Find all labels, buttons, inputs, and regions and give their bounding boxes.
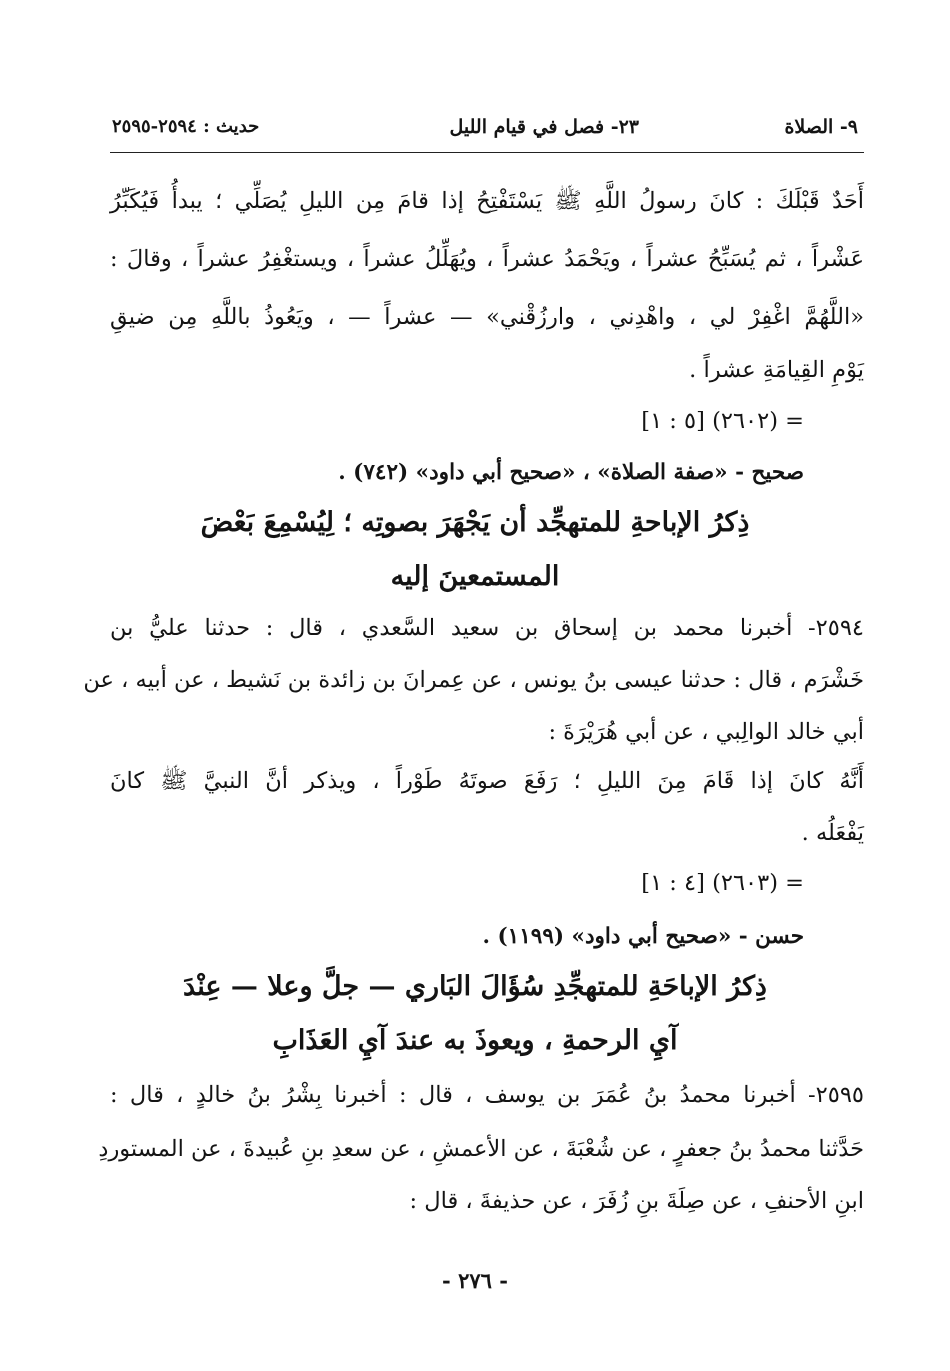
header-chapter: ٩- الصلاة bbox=[784, 116, 858, 138]
chapter-heading: المستمعينَ إليه bbox=[390, 561, 560, 592]
chapter-heading: آيِ الرحمةِ ، ويعوذَ به عندَ آيِ العَذَابِ bbox=[272, 1025, 678, 1056]
isnad-line: خَشْرَم ، قال : حدثنا عيسى بنُ يونس ، عن عِمرانَ بن زائدة بن نَشيط ، عن أبيه ، عن bbox=[83, 667, 864, 693]
running-header bbox=[112, 112, 864, 146]
isnad-line: ٢٥٩٤- أخبرنا محمد بن إسحاق بن سعيد السَّعدي ، قال : حدثنا عليُّ بن bbox=[110, 615, 864, 641]
isnad-line: حَدَّثنا محمدُ بنُ جعفرٍ ، عن شُعْبَةَ ، عن الأعمشِ ، عن سعدِ بنِ عُبيدةَ ، عن المستوردِ bbox=[98, 1136, 864, 1162]
header-rule bbox=[110, 152, 864, 153]
text-line: يَوْمِ القِيامَةِ عشراً . bbox=[689, 357, 864, 383]
chapter-heading: ذِكرُ الإباحَةِ للمتهجِّدِ سُؤَالَ البَاري — جلَّ وعلا — عِنْدَ bbox=[183, 971, 767, 1002]
isnad-line: أبي خالد الوالِبي ، عن أبي هُرَيْرَةَ : bbox=[548, 719, 864, 745]
hadith-grade: حسن - «صحيح أبي داود» (١١٩٩) . bbox=[482, 924, 804, 949]
isnad-line: ٢٥٩٥- أخبرنا محمدُ بنُ عُمَرَ بن يوسف ، قال : أخبرنا بِشْرُ بنُ خالدٍ ، قال : bbox=[110, 1082, 864, 1108]
text-line: عَشْراً ، ثم يُسَبِّحُ عشراً ، ويَحْمَدُ عشراً ، ويُهَلِّلُ عشراً ، ويستغْفِرُ عشراً ، وقالَ : bbox=[110, 246, 864, 272]
header-hadith-range: حديث : ٢٥٩٤-٢٥٩٥ bbox=[112, 116, 260, 137]
text-line: أَحَدٌ قَبْلَكَ : كانَ رسولُ اللَّهِ ﷺ يَسْتَفْتِحُ إذا قامَ مِن الليلِ يُصَلِّي ؛ يبدأُ فَيُكَبِّرُ bbox=[110, 188, 864, 214]
page-number: - ٢٧٦ - bbox=[442, 1268, 508, 1293]
isnad-line: ابنِ الأحنفِ ، عن صِلَةَ بنِ زُفَرَ ، عن حذيفةَ ، قال : bbox=[409, 1188, 864, 1214]
hadith-grade: صحيح - «صفة الصلاة» ، «صحيح أبي داود» (٧٤٢) . bbox=[338, 460, 804, 485]
cross-reference: = (٢٦٠٢) [٥ : ١] bbox=[641, 408, 804, 434]
chapter-heading: ذِكرُ الإباحةِ للمتهجِّد أن يَجْهَرَ بصوتِه ؛ لِيُسْمِعَ بَعْضَ bbox=[200, 507, 750, 538]
text-line: «اللَّهُمَّ اغْفِرْ لي ، واهْدِني ، وارزُقْني» — عشراً — ، ويَعُوذُ باللَّهِ مِن ضيقِ bbox=[110, 304, 864, 330]
header-section: ٢٣- فصل في قيام الليل bbox=[449, 116, 639, 138]
matn-line: يَفْعَلُه . bbox=[801, 820, 864, 846]
matn-line: أَنَّهُ كانَ إذا قَامَ مِنَ الليلِ ؛ رَفَعَ صوتَهُ طَوْراً ، ويذكر أنَّ النبيَّ ﷺ كانَ bbox=[110, 768, 864, 794]
cross-reference: = (٢٦٠٣) [٤ : ١] bbox=[641, 870, 804, 896]
